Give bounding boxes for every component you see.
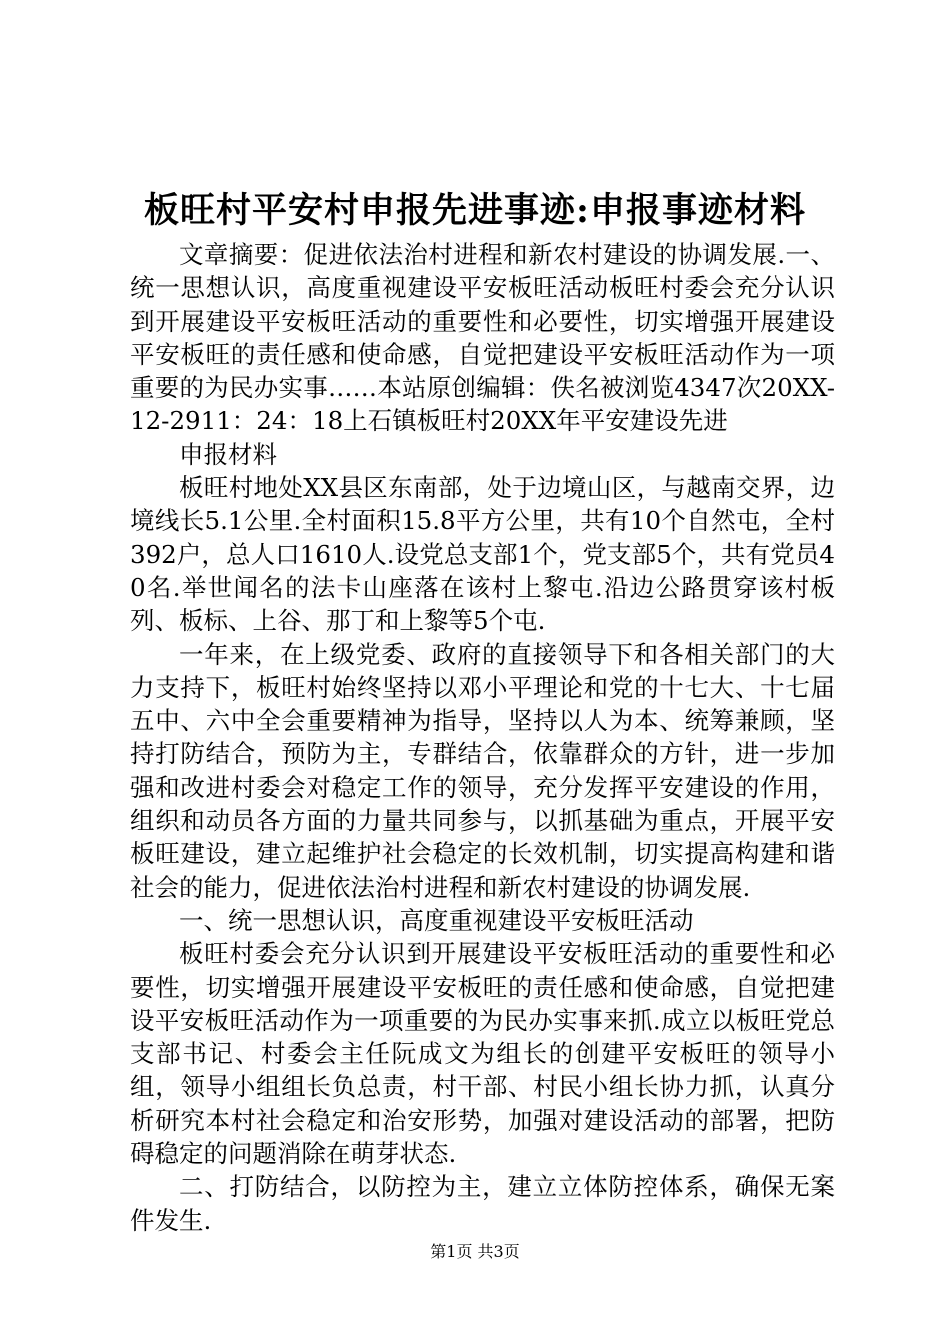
section-heading-1: 一、统一思想认识，高度重视建设平安板旺活动 bbox=[179, 905, 694, 935]
paragraph-abstract: 文章摘要：促进依法治村进程和新农村建设的协调发展.一、统一思想认识，高度重视建设平安板旺活动板旺村委会充分认识到开展建设平安板旺活动的重要性和必要性，切实增强开展建设平安板旺的责任感和使命感，自觉把建设平安板旺活动作为一项重要的为民办实事……本站原创编辑：佚名被浏览4347次20XX-12-2911：24：18上石镇板旺村20XX年平安建设先进 bbox=[130, 240, 835, 436]
paragraph-section-1: 板旺村委会充分认识到开展建设平安板旺活动的重要性和必要性，切实增强开展建设平安板旺的责任感和使命感，自觉把建设平安板旺活动作为一项重要的为民办实事来抓.成立以板旺党总支部书记、村委会主任阮成文为组长的创建平安板旺的领导小组，领导小组组长负总责，村干部、村民小组长协力抓，认真分析研究本村社会稳定和治安形势，加强对建设活动的部署，把防碍稳定的问题消除在萌芽状态. bbox=[130, 939, 835, 1169]
paragraph-summary: 一年来，在上级党委、政府的直接领导下和各相关部门的大力支持下，板旺村始终坚持以邓小平理论和党的十七大、十七届五中、六中全会重要精神为指导，坚持以人为本、统筹兼顾，坚持打防结合，预防为主，专群结合，依靠群众的方针，进一步加强和改进村委会对稳定工作的领导，充分发挥平安建设的作用，组织和动员各方面的力量共同参与，以抓基础为重点，开展平安板旺建设，建立起维护社会稳定的长效机制，切实提高构建和谐社会的能力，促进依法治村进程和新农村建设的协调发展. bbox=[130, 639, 835, 902]
page-number-footer: 第1页 共3页 bbox=[430, 1242, 520, 1261]
paragraph-overview: 板旺村地处XX县区东南部，处于边境山区，与越南交界，边境线长5.1公里.全村面积15.8平方公里，共有10个自然屯，全村392户，总人口1610人.设党总支部1个，党支部5个，共有党员40名.举世闻名的法卡山座落在该村上黎屯.沿边公路贯穿该村板列、板标、上谷、那丁和上黎等5个屯. bbox=[130, 473, 835, 636]
section-heading-2: 二、打防结合，以防控为主，建立立体防控体系，确保无案件发生. bbox=[130, 1172, 835, 1235]
document-body bbox=[130, 238, 835, 1237]
document-title: 板旺村平安村申报先进事迹:申报事迹材料 bbox=[144, 190, 806, 231]
paragraph-subtitle: 申报材料 bbox=[179, 439, 277, 469]
